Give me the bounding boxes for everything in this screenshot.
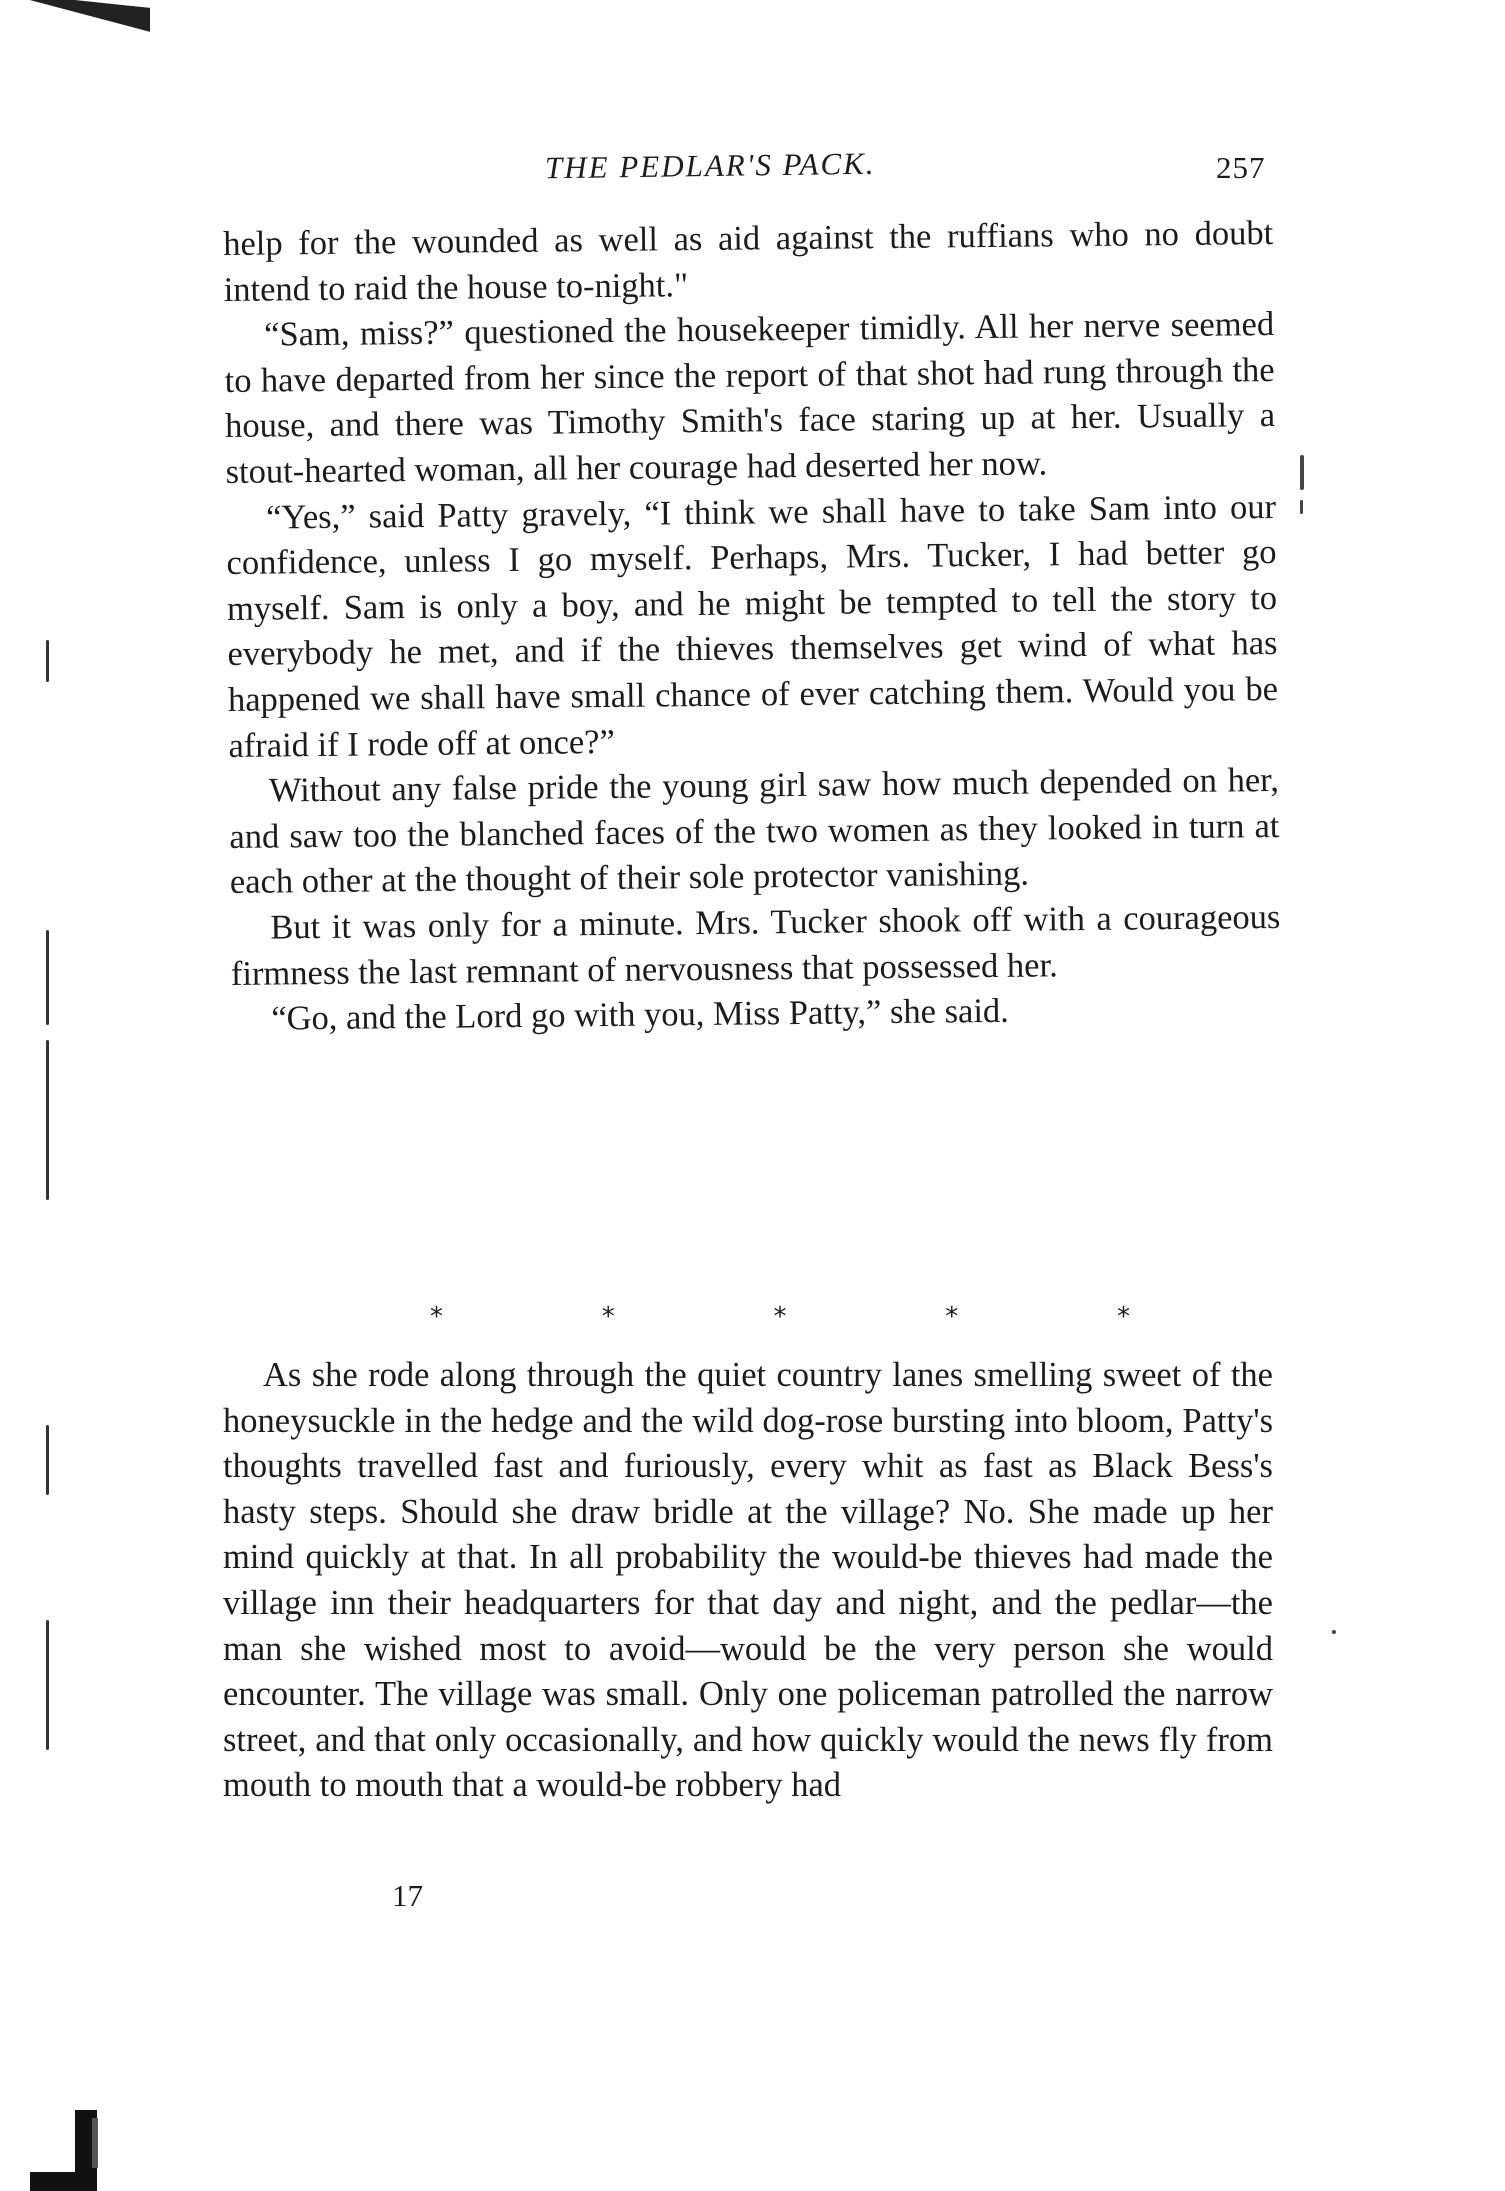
signature-mark: 17 [392,1878,423,1913]
margin-scan-line [46,640,49,682]
paragraph: As she rode along through the quiet country lanes smelling sweet of the honeysuckle in the hedge and the wild dog-rose bursting into bloom, Patty's thoughts travelled fast and furiously, every whit as fast as Black Bess's hasty steps. Should she draw bridle at the village? No. She made up her mind quickly at that. In all probability the would-be thieves had made the village inn their headquarters for that day and night, and the pedlar—the man she wished most to avoid—would be the very person she would encounter. The village was small. Only one policeman patrolled the narrow street, and that only occasionally, and how quickly would the news fly from mouth to mouth that a would-be robbery had [223,1356,1273,1805]
margin-scan-mark [1300,500,1303,514]
paragraph: “Sam, miss?” questioned the housekeeper timidly. All her nerve seemed to have departed from her since the report of that shot had rung through the house, and there was Timothy Smith's face staring up at her. Usually a stout-hearted woman, all her courage had deserted her now. [224,305,1276,491]
margin-scan-line [46,930,49,1025]
paragraph: “Yes,” said Patty gravely, “I think we shall have to take Sam into our confidence, unless I go myself. Perhaps, Mrs. Tucker, I had better go myself. Sam is only a boy, and he might be tempted to tell the story to everybody he met, and if the thieves themselves get wind of what has happened we shall have small chance of ever catching them. Would you be afraid if I rode off at once?” [226,487,1279,765]
corner-scan-artifact [0,0,150,32]
page-number: 257 [1216,150,1266,185]
section-break [430,1302,1130,1332]
margin-scan-line [46,1425,49,1495]
paragraph: But it was only for a minute. Mrs. Tucker shook off with a courageous firmness the last remnant of nervousness that possessed her. [230,897,1281,993]
paragraph: Without any false pride the young girl saw how much depended on her, and saw too the blanched faces of the two women as they looked in turn at each other at the thought of their sole protector vanishing. [229,761,1280,902]
asterism: * [601,1302,615,1332]
binding-scan-artifact [30,2110,110,2191]
asterism: * [945,1302,959,1332]
continuation-text-block [223,1353,1273,1809]
paragraph: help for the wounded as well as aid against the ruffians who no doubt intend to raid the house to-night." [223,214,1274,309]
margin-scan-line [46,1620,49,1750]
margin-scan-mark [1300,455,1304,490]
asterism: * [430,1302,443,1332]
paragraph: “Go, and the Lord go with you, Miss Patty,” she said. [271,991,1010,1038]
margin-scan-mark [1332,1630,1336,1634]
running-head-title: THE PEDLAR'S PACK. [544,145,876,186]
main-text-block [223,211,1282,1043]
margin-scan-line [46,1040,49,1200]
asterism: * [1117,1302,1130,1332]
asterism: * [773,1302,787,1332]
